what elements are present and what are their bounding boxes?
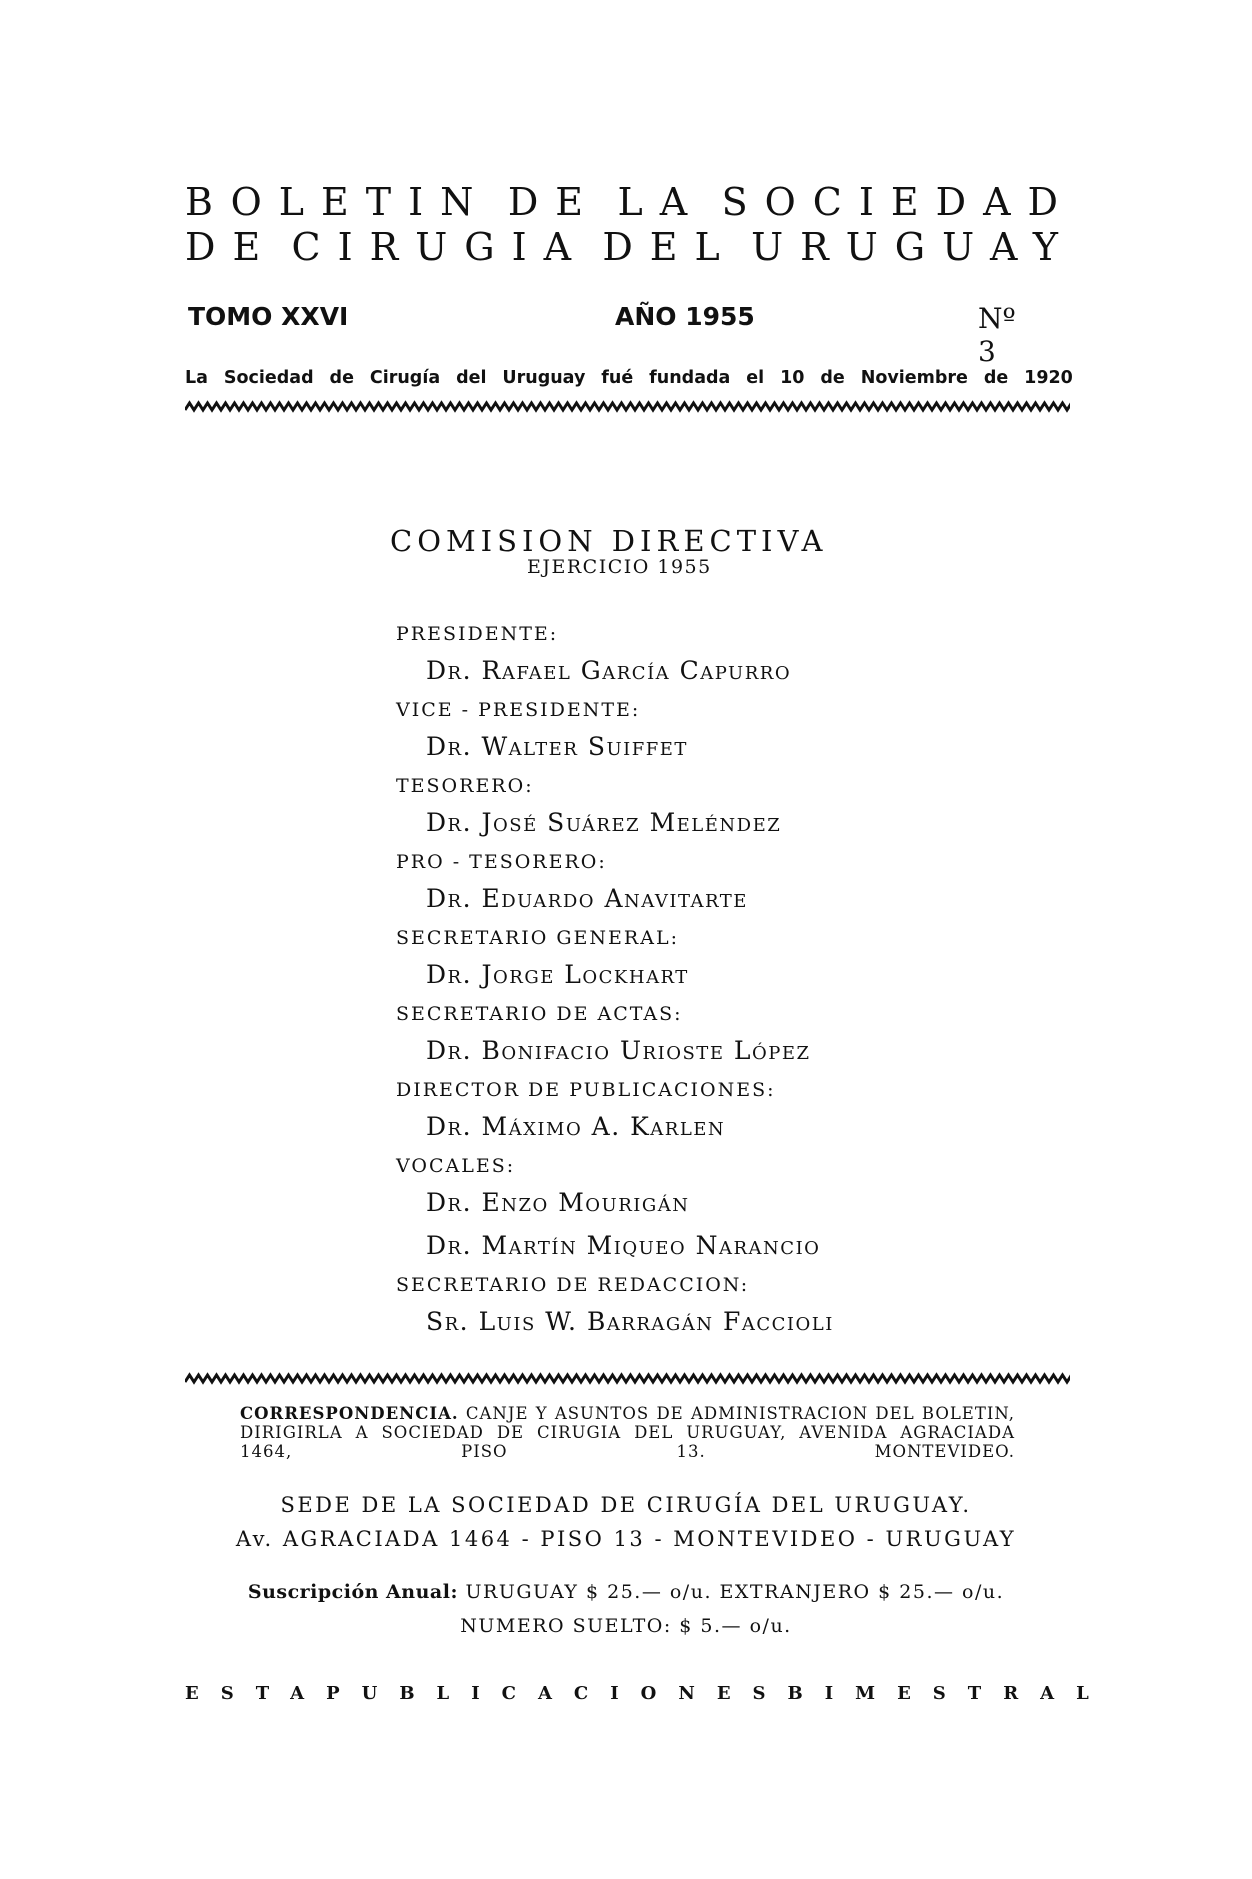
founding-note-word: Cirugía	[369, 368, 441, 388]
correspondence-notice	[240, 1404, 1015, 1461]
founding-note-word: de	[983, 368, 1009, 388]
founding-note-word: de	[329, 368, 354, 388]
commission-member: Dr. Rafael García Capurro	[426, 656, 792, 685]
footer-word: ES	[716, 1683, 788, 1704]
commission-title: COMISION DIRECTIVA	[390, 524, 828, 558]
commission-role: TESORERO:	[396, 775, 534, 797]
founding-note-word: 10	[780, 368, 805, 388]
founding-note-word: 1920	[1024, 368, 1073, 388]
title-line-1-word-text: LA	[617, 180, 705, 224]
footer-word: ESTA	[185, 1683, 327, 1704]
commission-member: Dr. Máximo A. Karlen	[426, 1112, 726, 1141]
title-line-2-word	[292, 225, 589, 269]
founding-note-word: el	[746, 368, 765, 388]
commission-member: Dr. Walter Suiffet	[426, 732, 688, 761]
founding-note-word: Uruguay	[502, 368, 586, 388]
publication-frequency	[185, 1683, 1111, 1704]
commission-member: Dr. José Suárez Meléndez	[426, 808, 782, 837]
commission-role: VOCALES:	[396, 1155, 516, 1177]
founding-note-word: La	[185, 368, 208, 388]
correspondence-lead: CORRESPONDENCIA.	[240, 1404, 459, 1423]
founding-note-word: Noviembre	[860, 368, 968, 388]
title-line-1-word-text: DE	[507, 180, 601, 224]
commission-role: DIRECTOR DE PUBLICACIONES:	[396, 1079, 776, 1101]
title-line-2-word-text: DEL	[602, 225, 737, 269]
founding-note-word: fué	[601, 368, 634, 388]
title-line-1-word	[508, 180, 600, 224]
footer-word: BIMESTRAL	[787, 1683, 1111, 1704]
commission-member: Dr. Bonifacio Urioste López	[426, 1036, 811, 1065]
commission-role: VICE - PRESIDENTE:	[396, 699, 641, 721]
commission-member: Dr. Enzo Mourigán	[426, 1188, 690, 1217]
volume-label: TOMO XXVI	[188, 302, 349, 331]
commission-subtitle: EJERCICIO 1955	[527, 556, 712, 578]
subscription-line-2: NUMERO SUELTO: $ 5.— o/u.	[460, 1615, 792, 1637]
commission-member: Dr. Martín Miqueo Narancio	[426, 1231, 821, 1260]
founding-note-word: Sociedad	[223, 368, 314, 388]
title-line-2-word	[751, 225, 1075, 269]
title-line-2-word	[185, 225, 277, 269]
subscription-prices: URUGUAY $ 25.— o/u. EXTRANJERO $ 25.— o/u.	[465, 1581, 1005, 1603]
sede-line-2: Av. AGRACIADA 1464 - PISO 13 - MONTEVIDEO - URUGUAY	[235, 1527, 1017, 1551]
commission-member: Sr. Luis W. Barragán Faccioli	[426, 1307, 834, 1336]
subscription-label: Suscripción Anual:	[247, 1581, 458, 1603]
commission-role: SECRETARIO DE ACTAS:	[396, 1003, 683, 1025]
title-line-1-word-text: SOCIEDAD	[721, 180, 1075, 224]
year-label: AÑO 1955	[615, 302, 755, 331]
footer-word: PUBLICACION	[326, 1683, 717, 1704]
commission-role: PRESIDENTE:	[396, 623, 559, 645]
title-line-2-word-text: CIRUGIA	[291, 225, 589, 269]
issue-number: Nº 3	[978, 302, 1016, 368]
founding-note-word: de	[820, 368, 845, 388]
title-line-1-word	[617, 180, 704, 224]
title-line-1-word	[722, 180, 1075, 224]
founding-note-word: del	[456, 368, 487, 388]
commission-role: SECRETARIO DE REDACCION:	[396, 1274, 750, 1296]
ornamental-rule-bottom	[185, 1372, 1070, 1386]
founding-note-word: fundada	[649, 368, 731, 388]
commission-role: SECRETARIO GENERAL:	[396, 927, 679, 949]
commission-member: Dr. Eduardo Anavitarte	[426, 884, 748, 913]
sede-line-1: SEDE DE LA SOCIEDAD DE CIRUGÍA DEL URUGUAY.	[280, 1493, 972, 1517]
journal-title-line-1	[185, 180, 1075, 224]
commission-role: PRO - TESORERO:	[396, 851, 607, 873]
correspondence-text: CANJE Y ASUNTOS DE ADMINISTRACION DEL BOLETIN, DIRIGIRLA A SOCIEDAD DE CIRUGIA DEL URUGUAY, AVENIDA AGRACIADA 1464, PISO 13. MONTEVIDEO.	[240, 1404, 1015, 1461]
issue-info	[188, 302, 1038, 368]
journal-title-line-2	[185, 225, 1075, 269]
commission-member: Dr. Jorge Lockhart	[426, 960, 689, 989]
subscription-line-1	[0, 1581, 1252, 1603]
title-line-2-word	[602, 225, 736, 269]
title-line-2-word-text: DE	[185, 225, 278, 269]
ornamental-rule-top	[185, 400, 1070, 414]
title-line-2-word-text: URUGUAY	[751, 225, 1075, 269]
founding-note	[185, 368, 1073, 388]
title-line-1-word-text: BOLETIN	[185, 180, 491, 224]
commission-list	[396, 618, 1096, 1345]
title-line-1-word	[185, 180, 490, 224]
